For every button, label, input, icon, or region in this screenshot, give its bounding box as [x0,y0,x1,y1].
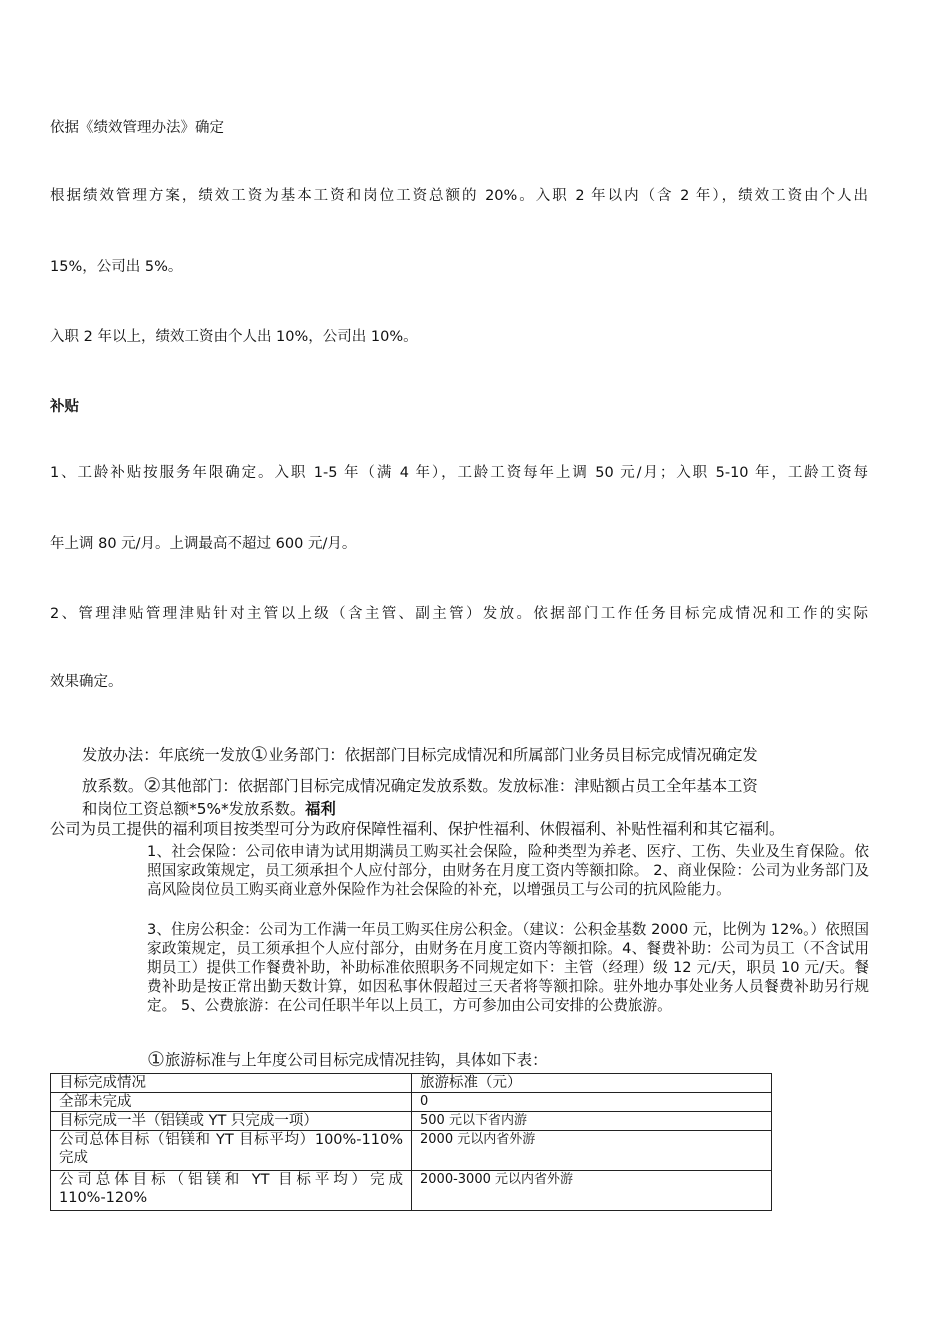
table-row [51,1131,772,1171]
subsidy-item1-line1: 1、工龄补贴按服务年限确定。入职 1-5 年（满 4 年），工龄工资每年上调 50 元/月；入职 5-10 年，工龄工资每 [50,465,868,481]
cell-goal: 目标完成一半（铝镁或 YT 只完成一项） [51,1112,412,1131]
subsidy-heading: 补贴 [50,399,79,415]
cell-goal: 全部未完成 [51,1093,412,1112]
issue-prefix: 发放办法：年底统一发放 [82,746,251,764]
header-goal: 目标完成情况 [51,1074,412,1093]
performance-rule-line2: 15%，公司出 5%。 [50,259,183,275]
issue-coef: 放系数。 [82,777,144,795]
subsidy-item1-line2: 年上调 80 元/月。上调最高不超过 600 元/月。 [50,536,357,552]
circle-2-marker: ② [143,773,162,797]
header-standard: 旅游标准（元） [412,1074,772,1093]
issue-method-line1 [82,742,758,766]
cell-goal: 公司总体目标（铝镁和 YT 目标平均）完成 110%-120% [51,1171,412,1211]
cell-standard: 2000-3000 元以内省外游 [412,1171,772,1211]
table-header-row [51,1074,772,1093]
cell-standard: 2000 元以内省外游 [412,1131,772,1171]
table-row [51,1171,772,1211]
issue-method-line3 [82,800,336,819]
issue-other: 其他部门：依据部门目标完成情况确定发放系数。发放标准：津贴额占员工全年基本工资 [161,777,758,795]
cell-standard: 0 [412,1093,772,1112]
table-row [51,1112,772,1131]
issue-method-line2 [82,773,758,797]
travel-intro-line [147,1047,548,1071]
benefits-para1: 1、社会保险：公司依申请为试用期满员工购买社会保险，险种类型为养老、医疗、工伤、失业及生育保险。依照国家政策规定，员工须承担个人应付部分，由财务在月度工资内等额扣除。 2、商业保险：公司为业务部门及高风险岗位员工购买商业意外保险作为社会保险的补充，以增强员工与公司的抗风险能力。 [147,843,869,898]
table-row [51,1093,772,1112]
travel-intro: 旅游标准与上年度公司目标完成情况挂钩，具体如下表： [164,1051,548,1069]
subsidy-item2-line2: 效果确定。 [50,674,123,690]
benefits-heading: 福利 [305,800,336,818]
subsidy-item2-line1: 2、管理津贴管理津贴针对主管以上级（含主管、副主管）发放。依据部门工作任务目标完成情况和工作的实际 [50,606,868,622]
performance-rule-over2: 入职 2 年以上，绩效工资由个人出 10%，公司出 10%。 [50,329,418,345]
travel-standard-table [50,1073,772,1211]
circle-1-marker: ① [250,742,269,766]
travel-circle-marker: ① [147,1047,165,1071]
benefits-intro: 公司为员工提供的福利项目按类型可分为政府保障性福利、保护性福利、休假福利、补贴性福利和其它福利。 [50,820,785,838]
issue-standard: 和岗位工资总额*5%*发放系数。 [82,800,306,818]
issue-business: 业务部门：依据部门目标完成情况和所属部门业务员目标完成情况确定发 [268,746,758,764]
performance-basis: 依据《绩效管理办法》确定 [50,120,224,136]
cell-goal: 公司总体目标（铝镁和 YT 目标平均）100%-110%完成 [51,1131,412,1171]
performance-rule-line1: 根据绩效管理方案，绩效工资为基本工资和岗位工资总额的 20%。入职 2 年以内（含 2 年），绩效工资由个人出 [50,188,868,204]
benefits-para2: 3、住房公积金：公司为工作满一年员工购买住房公积金。（建议：公积金基数 2000 元，比例为 12%。）依照国家政策规定，员工须承担个人应付部分，由财务在月度工资内等额扣除。4、餐费补助：公司为员工（不含试用期员工）提供工作餐费补助，补助标准依照职务不同规定如下：主管（经理）级 12 元/天，职员 10 元/天。餐费补助是按正常出勤天数计算，如因私事休假超过三天者将等额扣除。驻外地办事处业务人员餐费补助另行规定。 5、公费旅游：在公司任职半年以上员工，方可参加由公司安排的公费旅游。 [147,921,869,1014]
cell-standard: 500 元以下省内游 [412,1112,772,1131]
